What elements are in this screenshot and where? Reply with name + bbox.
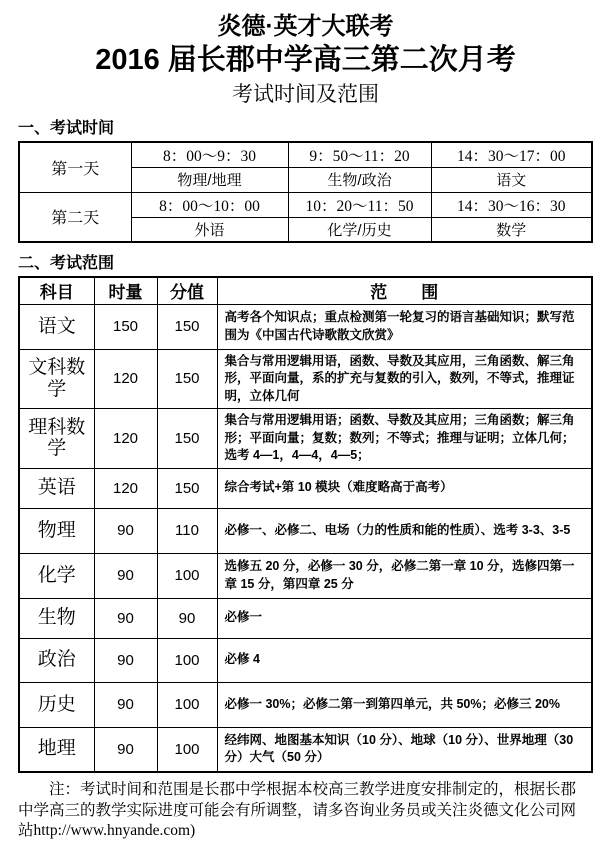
scope-cell: 必修 4 xyxy=(217,638,592,682)
subject-cell: 生物 xyxy=(19,598,94,638)
score-cell: 100 xyxy=(157,727,217,772)
day-1-slot-3-subject: 语文 xyxy=(431,167,592,192)
scope-cell: 经纬网、地图基本知识（10 分）、地球（10 分）、世界地理（30 分）大气（50 分） xyxy=(217,727,592,772)
day-1-slot-2-subject: 生物/政治 xyxy=(288,167,431,192)
subject-cell: 地理 xyxy=(19,727,94,772)
day-2-label: 第二天 xyxy=(19,192,131,242)
day-2-slot-3-subject: 数学 xyxy=(431,217,592,242)
subject-cell: 语文 xyxy=(19,304,94,349)
column-header-subject: 科目 xyxy=(19,277,94,304)
day-1-slot-2-time: 9：50～11：20 xyxy=(288,142,431,167)
day-1-slot-1-subject: 物理/地理 xyxy=(131,167,288,192)
subject-cell: 文科数学 xyxy=(19,349,94,409)
column-header-scope: 范 围 xyxy=(217,277,592,304)
table-row xyxy=(19,598,592,638)
duration-cell: 150 xyxy=(94,304,157,349)
table-row xyxy=(19,192,592,217)
table-header-row xyxy=(19,277,592,304)
table-row xyxy=(19,349,592,409)
score-cell: 150 xyxy=(157,468,217,508)
day-2-slot-1-subject: 外语 xyxy=(131,217,288,242)
subject-cell: 理科数学 xyxy=(19,409,94,469)
score-cell: 150 xyxy=(157,349,217,409)
table-row xyxy=(19,682,592,727)
table-row xyxy=(19,508,592,553)
table-row xyxy=(19,553,592,598)
day-1-slot-3-time: 14：30～17：00 xyxy=(431,142,592,167)
score-cell: 150 xyxy=(157,409,217,469)
exam-scope-table xyxy=(18,276,593,773)
scope-cell: 必修一、必修二、电场（力的性质和能的性质）、选考 3-3、3-5 xyxy=(217,508,592,553)
document-subtitle: 考试时间及范围 xyxy=(232,81,379,106)
duration-cell: 90 xyxy=(94,682,157,727)
score-cell: 90 xyxy=(157,598,217,638)
day-1-label: 第一天 xyxy=(19,142,131,192)
exam-title: 2016 届长郡中学高三第二次月考 xyxy=(95,44,516,76)
score-cell: 150 xyxy=(157,304,217,349)
day-2-slot-2-subject: 化学/历史 xyxy=(288,217,431,242)
subject-cell: 历史 xyxy=(19,682,94,727)
subject-cell: 物理 xyxy=(19,508,94,553)
scope-cell: 必修一 30%；必修二第一到第四单元，共 50%；必修三 20% xyxy=(217,682,592,727)
duration-cell: 120 xyxy=(94,468,157,508)
scope-cell: 必修一 xyxy=(217,598,592,638)
scope-cell: 综合考试+第 10 模块（难度略高于高考） xyxy=(217,468,592,508)
table-row xyxy=(19,142,592,167)
footer-note: 注：考试时间和范围是长郡中学根据本校高三教学进度安排制定的，根据长郡中学高三的教学实际进度可能会有所调整，请多咨询业务员或关注炎德文化公司网站http://www.hnyande.com) xyxy=(18,781,577,839)
duration-cell: 90 xyxy=(94,598,157,638)
subject-cell: 政治 xyxy=(19,638,94,682)
day-1-slot-1-time: 8：00～9：30 xyxy=(131,142,288,167)
section-heading-exam-scope: 二、考试范围 xyxy=(18,255,115,273)
column-header-duration: 时量 xyxy=(94,277,157,304)
scope-cell: 集合与常用逻辑用语；函数、导数及其应用；三角函数；解三角形；平面向量；复数；数列；不等式；推理与证明；立体几何；选考 4—1，4—4，4—5； xyxy=(217,409,592,469)
section-heading-exam-time: 一、考试时间 xyxy=(18,120,115,138)
duration-cell: 120 xyxy=(94,349,157,409)
exam-time-table xyxy=(18,141,593,243)
table-row xyxy=(19,468,592,508)
table-row xyxy=(19,638,592,682)
duration-cell: 90 xyxy=(94,553,157,598)
duration-cell: 90 xyxy=(94,727,157,772)
table-row xyxy=(19,409,592,469)
column-header-score: 分值 xyxy=(157,277,217,304)
score-cell: 100 xyxy=(157,553,217,598)
table-row xyxy=(19,304,592,349)
scope-cell: 集合与常用逻辑用语，函数、导数及其应用，三角函数、解三角形，平面向量，系的扩充与复数的引入，数列，不等式，推理证明，立体几何 xyxy=(217,349,592,409)
score-cell: 100 xyxy=(157,682,217,727)
duration-cell: 90 xyxy=(94,638,157,682)
duration-cell: 90 xyxy=(94,508,157,553)
scope-cell: 高考各个知识点；重点检测第一轮复习的语言基础知识；默写范围为《中国古代诗歌散文欣赏》 xyxy=(217,304,592,349)
day-2-slot-2-time: 10：20～11：50 xyxy=(288,192,431,217)
score-cell: 100 xyxy=(157,638,217,682)
subject-cell: 英语 xyxy=(19,468,94,508)
day-2-slot-3-time: 14：30～16：30 xyxy=(431,192,592,217)
subject-cell: 化学 xyxy=(19,553,94,598)
table-row xyxy=(19,727,592,772)
score-cell: 110 xyxy=(157,508,217,553)
duration-cell: 120 xyxy=(94,409,157,469)
day-2-slot-1-time: 8：00～10：00 xyxy=(131,192,288,217)
scope-cell: 选修五 20 分，必修一 30 分，必修二第一章 10 分，选修四第一章 15 分，第四章 25 分 xyxy=(217,553,592,598)
brand-title: 炎德·英才大联考 xyxy=(217,13,394,40)
